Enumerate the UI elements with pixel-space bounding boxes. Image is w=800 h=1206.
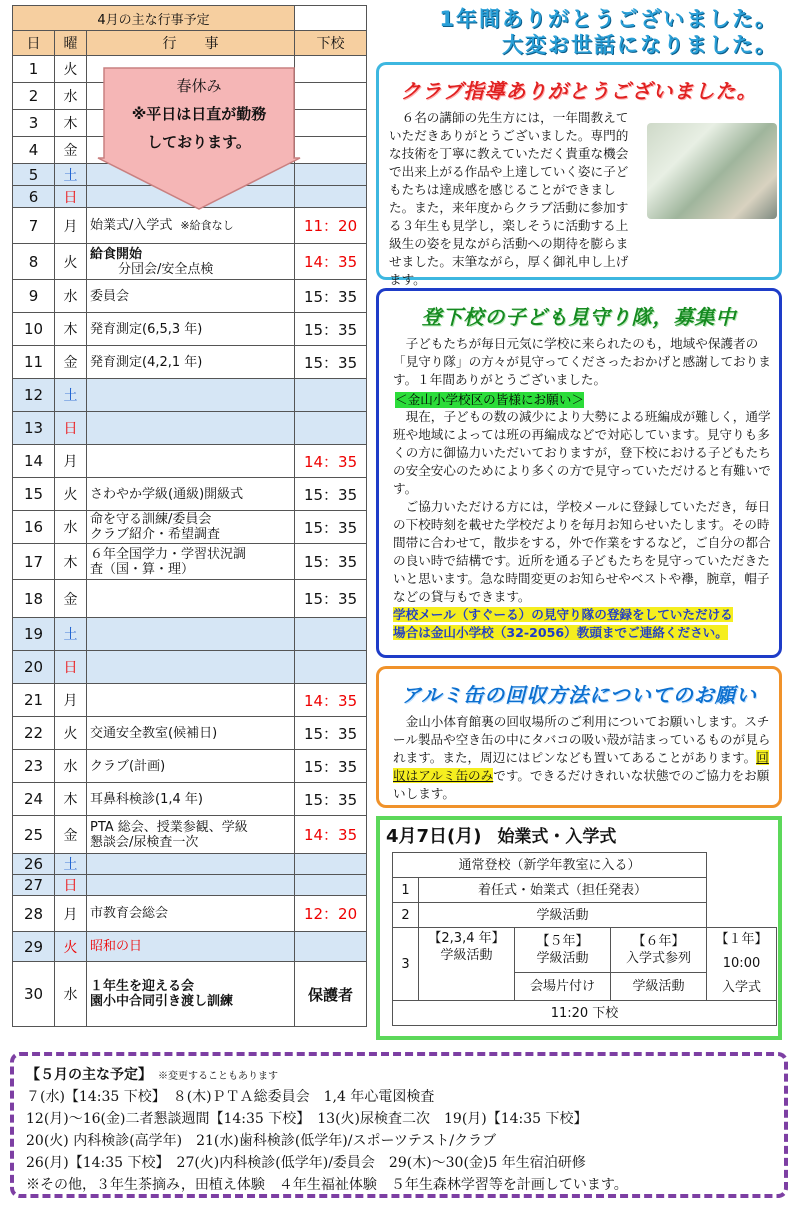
schedule-row [13,208,367,244]
header-time: 下校 [295,31,367,56]
schedule-event-text-2: 分団会/安全点検 [118,261,214,277]
schedule-event [87,445,295,478]
schedule-event-text-2: 査（国・算・理） [90,561,195,577]
schedule-dow: 火 [55,56,87,83]
schedule-dismissal-time: 14：35 [295,684,367,717]
watch-highlight-1: 学校メール（すぐーる）の見守り隊の登録をしていただける [393,607,733,622]
schedule-row [13,684,367,717]
schedule-dow: 木 [55,783,87,816]
schedule-event [87,478,295,511]
schedule-row [13,932,367,962]
schedule-row [13,313,367,346]
schedule-row [13,651,367,684]
schedule-dismissal-time [295,83,367,110]
schedule-dismissal-time: 14：35 [295,816,367,854]
schedule-day: 19 [13,618,55,651]
schedule-event-text: 交通安全教室(候補日) [90,725,218,741]
schedule-row [13,750,367,783]
schedule-dismissal-time: 15：35 [295,313,367,346]
watch-paragraph-1: 子どもたちが毎日元気に学校に来られたのも，地域や保護者の「見守り隊」の方々が見守ってくださったおかげと感謝しております。１年間ありがとうございました。 [393,336,771,387]
schedule-dismissal-time [295,137,367,164]
schedule-day: 30 [13,962,55,1027]
thanks-line-2: 大変お世話になりました。 [502,33,778,57]
ceremony-c3: 入学式参列 [625,951,691,967]
schedule-event [87,379,295,412]
schedule-event [87,412,295,445]
schedule-row [13,580,367,618]
schedule-row [13,244,367,280]
may-line-2: 12(月)～16(金)二者懇談週間【14:35 下校】 13(火)尿検査二次 19(月)【14:35 下校】 [26,1111,588,1127]
schedule-dow: 土 [55,854,87,875]
alumi-highlight: 回収はアルミ缶のみ [393,750,769,783]
schedule-event-text: PTA 総会、授業参観、学級 [90,819,248,835]
ceremony-c4-time: 10:00 [722,956,761,971]
schedule-dismissal-time: 保護者 [295,962,367,1027]
ceremony-c3-head: 【６年】 [632,934,685,950]
schedule-dow: 月 [55,445,87,478]
schedule-event [87,346,295,379]
schedule-dismissal-time: 15：35 [295,280,367,313]
schedule-dow: 金 [55,580,87,618]
schedule-dismissal-time: 15：35 [295,346,367,379]
schedule-row [13,896,367,932]
schedule-day: 18 [13,580,55,618]
schedule-event [87,854,295,875]
schedule-event-text: ６年全国学力・学習状況調 [90,546,247,562]
schedule-event-text: 昭和の日 [90,939,143,954]
schedule-event-text: 委員会 [90,288,130,304]
watch-title: 登下校の子ども見守り隊，募集中 [421,305,737,329]
ceremony-date: 4月7日(月) [386,826,482,847]
schedule-row [13,962,367,1027]
spring-break-title: 春休み [176,77,222,95]
spring-break-note-2: しております。 [147,133,251,151]
schedule-event-text: 始業式/入学式 [90,218,173,233]
ceremony-c4: 入学式 [721,980,761,995]
schedule-day: 25 [13,816,55,854]
schedule-dow: 土 [55,379,87,412]
schedule-event-text: 市教育会総会 [90,906,169,921]
schedule-day: 21 [13,684,55,717]
schedule-day: 20 [13,651,55,684]
schedule-event-text-2: 懇談会/尿検査一次 [90,834,199,850]
schedule-row [13,717,367,750]
schedule-dow: 日 [55,651,87,684]
schedule-row [13,875,367,896]
aluminum-can-box [376,666,782,808]
schedule-row [13,783,367,816]
alumi-title: アルミ缶の回収方法についてのお願い [401,683,757,707]
schedule-dismissal-time: 15：35 [295,511,367,544]
may-schedule-box [10,1052,788,1198]
may-line-3: 20(火) 内科検診(高学年) 21(水)歯科検診(低学年)/スポーツテスト/クラブ [26,1133,497,1149]
ceremony-c1-head: 【2,3,4 年】 [428,931,505,946]
schedule-day: 6 [13,186,55,208]
schedule-dow: 水 [55,83,87,110]
schedule-event-text: 給食開始 [90,246,143,262]
schedule-event [87,244,295,280]
header-event: 行 事 [87,31,295,56]
schedule-day: 16 [13,511,55,544]
may-line-1: ７(水)【14:35 下校】 ８(木)ＰＴＡ総委員会 1,4 年心電図検査 [26,1089,435,1105]
schedule-row [13,412,367,445]
schedule-day: 27 [13,875,55,896]
schedule-dismissal-time: 15：35 [295,580,367,618]
schedule-day: 2 [13,83,55,110]
watch-paragraph-3: ご協力いただける方には，学校メールに登録していただき，毎日の下校時刻を載せた学校だよりを毎月お知らせいたします。その時間帯に合わせて，散歩をする，外で作業をするなど，ご自分の都合の良い時で結構です。近所を通る子どもたちを見守っていただきたいと思います。急な時間変更のお知らせやベストや襷，腕章，帽子などの貸与もできます。 [393,499,771,604]
schedule-day: 7 [13,208,55,244]
header-day: 日 [13,31,55,56]
schedule-title: 4月の主な行事予定 [13,6,295,31]
schedule-row [13,280,367,313]
schedule-event-text: １年生を迎える会 [90,979,195,994]
schedule-dow: 火 [55,478,87,511]
ceremony-normal: 通常登校（新学年教室に入る） [393,853,707,878]
schedule-row [13,816,367,854]
club-body [389,109,777,289]
schedule-dismissal-time: 12：20 [295,896,367,932]
schedule-row [13,379,367,412]
schedule-dismissal-time [295,110,367,137]
schedule-event [87,651,295,684]
schedule-day: 29 [13,932,55,962]
schedule-dow: 木 [55,313,87,346]
schedule-dismissal-time [295,56,367,83]
schedule-event-text: 発育測定(6,5,3 年) [90,321,203,337]
ceremony-table [392,852,777,1026]
schedule-day: 17 [13,544,55,580]
schedule-dismissal-time [295,932,367,962]
watch-highlight-2: 場合は金山小学校（32-2056）教頭までご連絡ください。 [393,625,728,640]
schedule-dow: 火 [55,244,87,280]
schedule-day: 3 [13,110,55,137]
ceremony-heading [386,822,616,848]
schedule-day: 14 [13,445,55,478]
schedule-dismissal-time: 14：35 [295,445,367,478]
schedule-event [87,618,295,651]
schedule-title-blank [295,6,367,31]
schedule-event [87,208,295,244]
schedule-dismissal-time [295,651,367,684]
ceremony-c3b: 学級活動 [611,973,707,1001]
ceremony-c1: 学級活動 [440,948,493,963]
schedule-event [87,313,295,346]
schedule-event [87,875,295,896]
thanks-heading [439,6,778,58]
schedule-day: 5 [13,164,55,186]
alumi-text-a: 金山小体育館裏の回収場所のご利用についてお願いします。スチール製品や空き缶の中にタバコの吸い殻が詰まっているものが見られます。また，周辺にはピンなども置いてあることがあります。 [393,714,771,765]
schedule-dow: 月 [55,896,87,932]
schedule-dismissal-time: 11：20 [295,208,367,244]
schedule-dismissal-time: 15：35 [295,478,367,511]
schedule-day: 26 [13,854,55,875]
ceremony-title: 始業式・入学式 [497,827,617,847]
watch-volunteer-box [376,288,782,658]
schedule-row [13,854,367,875]
schedule-dismissal-time [295,875,367,896]
schedule-row [13,544,367,580]
ceremony-c4-head: 【１年】 [715,932,768,947]
watch-paragraph-2: 現在，子どもの数の減少により大勢による班編成が難しく，通学班や地域によっては班の再編成などで対応しています。見守りも多くの方に御協力いただいておりますが，登下校における子どもたちの安全安心のためにより多くの方で見守っていただけると有難いです。 [393,409,771,496]
schedule-dow: 水 [55,280,87,313]
schedule-day: 15 [13,478,55,511]
schedule-day: 24 [13,783,55,816]
alumi-text [393,713,771,803]
schedule-dismissal-time [295,618,367,651]
ceremony-row-2-no: 2 [393,903,419,928]
club-title: クラブ指導ありがとうございました。 [400,79,758,103]
schedule-event-text: 命を守る訓練/委員会 [90,512,212,527]
ceremony-row-1: 着任式・始業式（担任発表） [419,878,707,903]
schedule-event-text: 耳鼻科検診(1,4 年) [90,791,203,807]
schedule-day: 28 [13,896,55,932]
schedule-event [87,816,295,854]
schedule-dow: 月 [55,208,87,244]
schedule-dismissal-time: 15：35 [295,750,367,783]
schedule-dow: 水 [55,511,87,544]
club-activity-photo [647,123,777,219]
spring-break-note: ※平日は日直が勤務 [131,105,267,123]
spring-break-text [108,72,290,156]
schedule-day: 4 [13,137,55,164]
schedule-day: 22 [13,717,55,750]
alumi-text-b: です。できるだけきれいな状態でのご協力をお願いします。 [393,768,770,801]
schedule-day: 1 [13,56,55,83]
schedule-dismissal-time [295,186,367,208]
may-title: 【５月の主な予定】 [26,1067,152,1083]
ceremony-row-2: 学級活動 [419,903,707,928]
schedule-row [13,445,367,478]
may-line-5: ※その他，３年生茶摘み，田植え体験 ４年生福祉体験 ５年生森林学習等を計画しています。 [26,1177,628,1193]
schedule-row [13,346,367,379]
schedule-dow: 水 [55,962,87,1027]
schedule-dow: 月 [55,684,87,717]
schedule-dow: 火 [55,932,87,962]
schedule-event-note: ※給食なし [180,219,234,232]
schedule-dow: 金 [55,816,87,854]
header-dow: 曜 [55,31,87,56]
schedule-event [87,750,295,783]
schedule-row [13,618,367,651]
schedule-dismissal-time: 14：35 [295,244,367,280]
schedule-event [87,962,295,1027]
schedule-day: 13 [13,412,55,445]
schedule-dow: 木 [55,544,87,580]
schedule-dismissal-time [295,412,367,445]
schedule-dow: 木 [55,110,87,137]
schedule-dow: 土 [55,618,87,651]
ceremony-row-1-no: 1 [393,878,419,903]
may-line-4: 26(月)【14:35 下校】 27(火)内科検診(低学年)/委員会 29(木)～30(金)5 年生宿泊研修 [26,1155,586,1171]
schedule-dow: 日 [55,875,87,896]
schedule-dow: 日 [55,412,87,445]
schedule-event [87,280,295,313]
club-text: ６名の講師の先生方には，一年間教えていただきありがとうございました。専門的な技術を丁寧に教えていただく貴重な機会で出来上がる作品や上達していく姿に子どもたちは達成感を感じることができました。また，来年度からクラブ活動に参加する３年生も見学し，楽しそうに活動する上級生の姿を見ながら活動への期待を膨らませました。末筆ながら，厚く御礼申し上げます。 [389,110,629,287]
club-thanks-box [376,62,782,287]
schedule-dow: 火 [55,717,87,750]
schedule-day: 23 [13,750,55,783]
schedule-dismissal-time: 15：35 [295,717,367,750]
ceremony-dismiss: 11:20 下校 [393,1001,777,1026]
ceremony-box [376,816,782,1040]
may-note: ※変更することもあります [158,1071,278,1082]
schedule-dow: 水 [55,750,87,783]
schedule-day: 11 [13,346,55,379]
schedule-row [13,511,367,544]
schedule-dismissal-time [295,854,367,875]
schedule-day: 9 [13,280,55,313]
schedule-event-text: クラブ(計画) [90,758,166,774]
schedule-event-text: さわやか学級(通級)開級式 [90,486,244,502]
watch-request-tag: ＜金山小学校区の皆様にお願い＞ [395,392,584,407]
schedule-event [87,544,295,580]
ceremony-c2: 学級活動 [536,951,589,967]
schedule-event-text: 発育測定(4,2,1 年) [90,354,203,370]
schedule-dismissal-time: 15：35 [295,783,367,816]
schedule-day: 8 [13,244,55,280]
schedule-dow: 土 [55,164,87,186]
schedule-event [87,896,295,932]
schedule-dow: 金 [55,137,87,164]
schedule-event [87,511,295,544]
schedule-event-text-2: 園小中合同引き渡し訓練 [90,994,234,1009]
schedule-dismissal-time [295,164,367,186]
schedule-event [87,717,295,750]
ceremony-c2-head: 【５年】 [536,934,589,950]
schedule-row [13,478,367,511]
schedule-dow: 金 [55,346,87,379]
schedule-event [87,580,295,618]
schedule-event [87,783,295,816]
thanks-line-1: 1年間ありがとうございました。 [439,7,778,31]
schedule-dow: 日 [55,186,87,208]
schedule-event-text-2: クラブ紹介・希望調査 [90,527,221,542]
ceremony-row-3-no: 3 [393,928,419,1001]
schedule-day: 12 [13,379,55,412]
schedule-event [87,684,295,717]
schedule-dismissal-time [295,379,367,412]
schedule-day: 10 [13,313,55,346]
ceremony-c2b: 会場片付け [515,973,611,1001]
schedule-event [87,932,295,962]
schedule-dismissal-time: 15：35 [295,544,367,580]
